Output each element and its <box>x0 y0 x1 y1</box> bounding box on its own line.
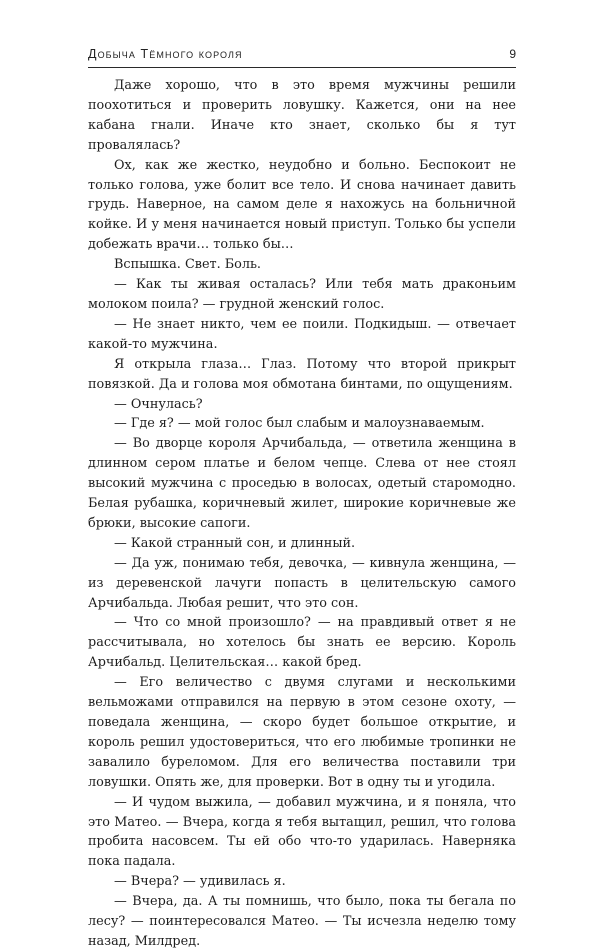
paragraph: — Да уж, понимаю тебя, девочка, — кивнула женщина, — из деревенской лачуги попасть в целительскую самого Арчибальда. Любая решит, что это сон. <box>88 555 516 611</box>
paragraph: — Вчера, да. А ты помнишь, что было, пока ты бегала по лесу? — поинтересовался Матео. — Ты исчезла неделю тому назад, Милдред. <box>88 894 516 949</box>
paragraph: Я открыла глаза… Глаз. Потому что второй прикрыт повязкой. Да и голова моя обмотана бинтами, по ощущениям. <box>88 356 516 392</box>
paragraph: — Что со мной произошло? — на правдивый ответ я не рассчитывала, но хотелось бы знать ее версию. Король Арчибальд. Целительская… какой бред. <box>88 615 516 671</box>
paragraph: — Вчера? — удивилась я. <box>114 874 286 890</box>
paragraph: — Как ты живая осталась? Или тебя мать драконьим молоком поила? — грудной женский голос. <box>88 277 516 312</box>
body-text <box>88 76 516 952</box>
paragraph: — Очнулась? <box>114 396 203 412</box>
paragraph: — И чудом выжила, — добавил мужчина, и я поняла, что это Матео. — Вчера, когда я тебя вытащил, решил, что голова пробита насовсем. Ты ей обо что-то ударилась. Наверняка пока падала. <box>88 794 516 870</box>
paragraph: Ох, как же жестко, неудобно и больно. Беспокоит не только голова, уже болит все тело. И снова начинает давить грудь. Наверное, на самом деле я нахожусь на больничной койке. И у меня начинается новый приступ. Только бы успели добежать врачи… только бы… <box>88 157 516 253</box>
running-header <box>88 47 516 68</box>
page-number: 9 <box>509 47 516 61</box>
paragraph: Даже хорошо, что в это время мужчины решили поохотиться и проверить ловушку. Кажется, они на нее кабана гнали. Иначе кто знает, сколько бы я тут провалялась? <box>88 78 516 153</box>
paragraph: — Не знает никто, чем ее поили. Подкидыш. — отвечает какой-то мужчина. <box>88 316 516 352</box>
paragraph: — Во дворце короля Арчибальда, — ответила женщина в длинном сером платье и белом чепце. Слева от нее стоял высокий мужчина с проседью в волосах, одетый старомодно. Белая рубашка, коричневый жилет, широкие коричневые же брюки, высокие сапоги. <box>88 436 516 531</box>
book-title: Добыча Тёмного короля <box>88 47 243 61</box>
paragraph: — Его величество с двумя слугами и несколькими вельможами отправился на первую в этом сезоне охоту, — поведала женщина, — скоро будет большое открытие, и король решил удостовериться, что его любимые тропинки не завалило буреломом. Для его величества поставили три ловушки. Опять же, для проверки. Вот в одну ты и угодила. <box>88 675 516 790</box>
paragraph: — Какой странный сон, и длинный. <box>114 535 356 551</box>
paragraph: Вспышка. Свет. Боль. <box>114 257 262 273</box>
paragraph: — Где я? — мой голос был слабым и малоузнаваемым. <box>114 416 485 432</box>
